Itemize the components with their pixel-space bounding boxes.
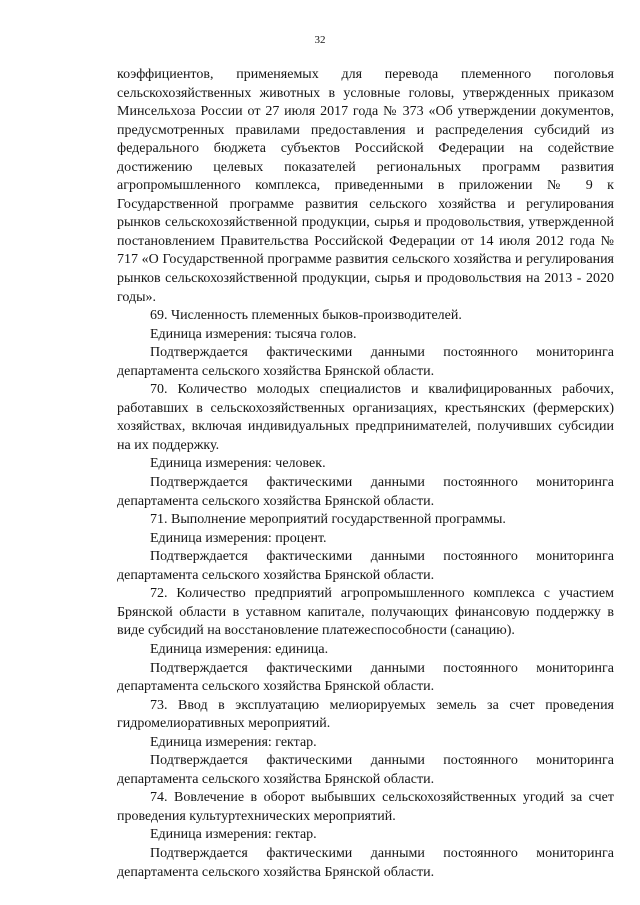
item-71-source: Подтверждается фактическими данными постоянного мониторинга департамента сельского хозяйства Брянской области. <box>117 549 614 583</box>
item-73-source: Подтверждается фактическими данными постоянного мониторинга департамента сельского хозяйства Брянской области. <box>117 753 614 787</box>
paragraph-continuation: коэффициентов, применяемых для перевода племенного поголовья сельскохозяйственных животных в условные головы, утвержденных приказом Минсельхоза России от 27 июля 2017 года № 373 «Об утверждении документов, предусмотренных правилами предоставления и распределения субсидий из федерального бюджета субъектов Российской Федерации на содействие достижению целевых показателей региональных программ развития агропромышленного комплекса, приведенными в приложении № 9 к Государственной программе развития сельского хозяйства и регулирования рынков сельскохозяйственной продукции, сырья и продовольствия, утвержденной постановлением Правительства Российской Федерации от 14 июля 2012 года № 717 «О Государственной программе развития сельского хозяйства и регулирования рынков сельскохозяйственной продукции, сырья и продовольствия на 2013 - 2020 годы». <box>117 67 614 305</box>
item-71-unit: Единица измерения: процент. <box>150 530 327 546</box>
item-72-unit: Единица измерения: единица. <box>150 641 329 657</box>
item-73-unit: Единица измерения: гектар. <box>150 734 317 750</box>
item-70-title: 70. Количество молодых специалистов и квалифицированных рабочих, работавших в сельскохозяйственных организациях, крестьянских (фермерских) хозяйствах, включая индивидуальных предпринимателей, получивших субсидии на их поддержку. <box>117 382 614 453</box>
item-71-title: 71. Выполнение мероприятий государственной программы. <box>150 512 506 528</box>
item-69-unit: Единица измерения: тысяча голов. <box>150 326 357 342</box>
item-72-source: Подтверждается фактическими данными постоянного мониторинга департамента сельского хозяйства Брянской области. <box>117 660 614 695</box>
item-69-title: 69. Численность племенных быков-производителей. <box>150 308 462 324</box>
page-number: 32 <box>314 34 326 46</box>
item-70-unit: Единица измерения: человек. <box>150 456 326 472</box>
item-73-title: 73. Ввод в эксплуатацию мелиорируемых земель за счет проведения гидромелиоративных мероприятий. <box>117 697 614 732</box>
item-69-source: Подтверждается фактическими данными постоянного мониторинга департамента сельского хозяйства Брянской области. <box>117 345 614 379</box>
item-72-title: 72. Количество предприятий агропромышленного комплекса с участием Брянской области в уставном капитале, получающих финансовую поддержку в виде субсидий на восстановление платежеспособности (санацию). <box>117 586 614 639</box>
item-74-unit: Единица измерения: гектар. <box>150 827 317 843</box>
item-74-title: 74. Вовлечение в оборот выбывших сельскохозяйственных угодий за счет проведения культуртехнических мероприятий. <box>117 790 614 824</box>
document-body <box>117 66 614 882</box>
item-74-source: Подтверждается фактическими данными постоянного мониторинга департамента сельского хозяйства Брянской области. <box>117 845 614 880</box>
item-70-source: Подтверждается фактическими данными постоянного мониторинга департамента сельского хозяйства Брянской области. <box>117 475 614 509</box>
